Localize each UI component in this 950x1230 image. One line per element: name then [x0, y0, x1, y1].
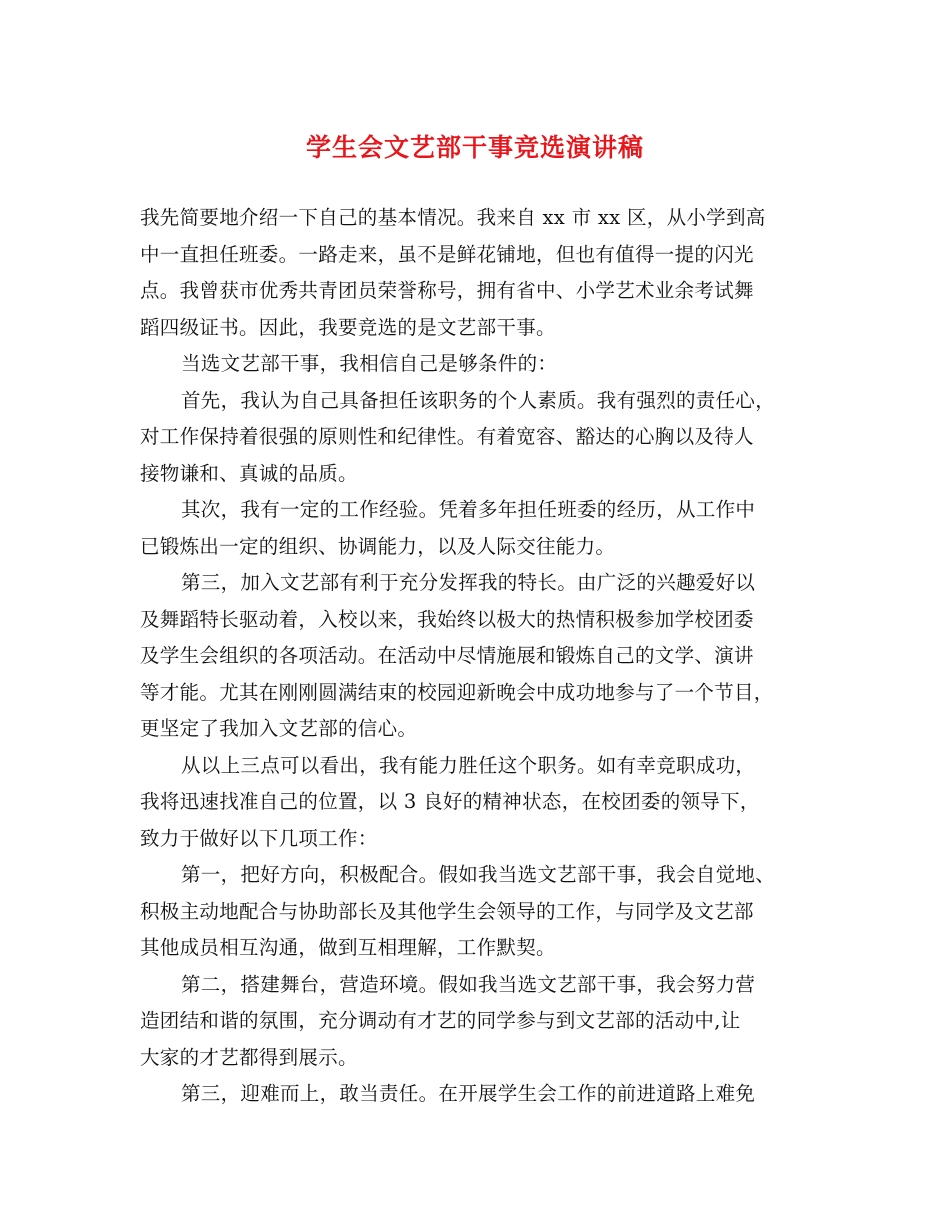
text-line: 等才能。尤其在刚刚圆满结束的校园迎新晚会中成功地参与了一个节目， [140, 680, 774, 704]
text-line: 致力于做好以下几项工作： [140, 826, 378, 850]
text-line: 中一直担任班委。一路走来，虽不是鲜花铺地，但也有值得一提的闪光 [140, 242, 754, 266]
text-line: 第三，迎难而上，敢当责任。在开展学生会工作的前进道路上难免 [181, 1082, 756, 1105]
text-line: 首先，我认为自己具备担任该职务的个人素质。我有强烈的责任心， [181, 388, 776, 412]
text-line: 第三，加入文艺部有利于充分发挥我的特长。由广泛的兴趣爱好以 [181, 571, 756, 594]
text-line: 及学生会组织的各项活动。在活动中尽情施展和锻炼自己的文学、演讲 [140, 644, 754, 667]
text-line: 造团结和谐的氛围，充分调动有才艺的同学参与到文艺部的活动中,让 [140, 1009, 741, 1032]
text-line: 其次，我有一定的工作经验。凭着多年担任班委的经历，从工作中 [181, 498, 756, 521]
text-line: 蹈四级证书。因此，我要竞选的是文艺部干事。 [140, 315, 556, 339]
text-line: 其他成员相互沟通，做到互相理解，工作默契。 [140, 936, 556, 959]
text-line: 当选文艺部干事，我相信自己是够条件的： [181, 352, 558, 375]
text-line: 从以上三点可以看出，我有能力胜任这个职务。如有幸竞职成功， [181, 753, 756, 777]
text-line: 我先简要地介绍一下自己的基本情况。我来自 xx 市 xx 区，从小学到高 [140, 206, 766, 229]
text-line: 及舞蹈特长驱动着，入校以来，我始终以极大的热情积极参加学校团委 [140, 607, 754, 631]
document-body [140, 200, 830, 1113]
document-title: 学生会文艺部干事竞选演讲稿 [305, 133, 644, 162]
text-line: 第二，搭建舞台，营造环境。假如我当选文艺部干事，我会努力营 [181, 972, 756, 996]
text-line: 点。我曾获市优秀共青团员荣誉称号，拥有省中、小学艺术业余考试舞 [140, 279, 754, 302]
text-line: 大家的才艺都得到展示。 [140, 1045, 358, 1069]
text-line: 更坚定了我加入文艺部的信心。 [140, 717, 418, 740]
text-line: 对工作保持着很强的原则性和纪律性。有着宽容、豁达的心胸以及待人 [140, 425, 754, 448]
text-line: 积极主动地配合与协助部长及其他学生会领导的工作，与同学及文艺部 [140, 899, 754, 923]
text-line: 已锻炼出一定的组织、协调能力，以及人际交往能力。 [140, 534, 616, 558]
text-line: 我将迅速找准自己的位置，以 3 良好的精神状态，在校团委的领导下， [140, 790, 760, 813]
text-line: 接物谦和、真诚的品质。 [140, 461, 358, 485]
text-line: 第一，把好方向，积极配合。假如我当选文艺部干事，我会自觉地、 [181, 863, 776, 886]
